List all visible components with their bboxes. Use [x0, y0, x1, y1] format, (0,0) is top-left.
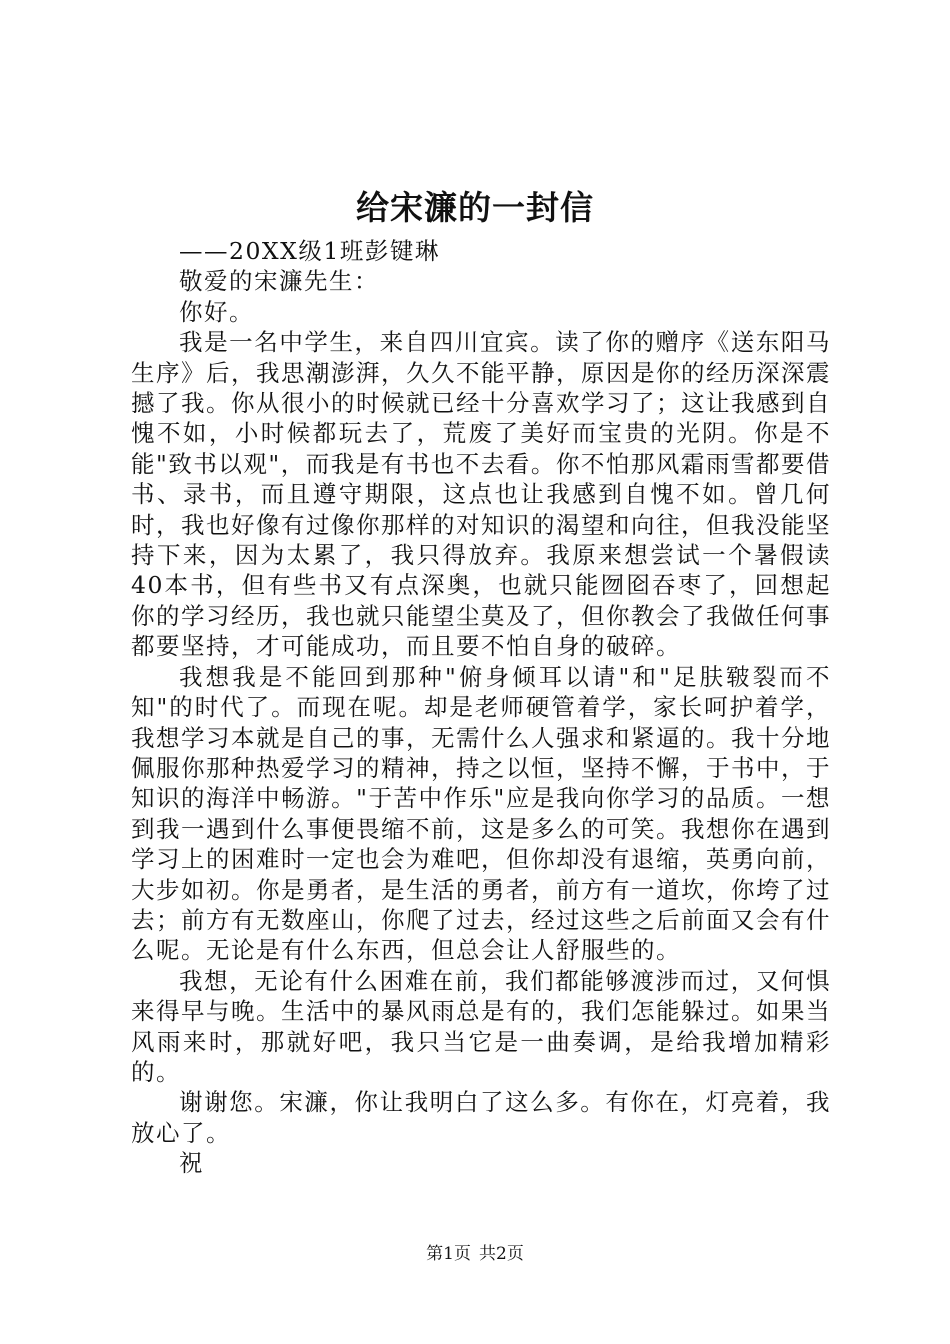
paragraph-4: 谢谢您。宋濂，你让我明白了这么多。有你在，灯亮着，我放心了。 [131, 1088, 831, 1147]
paragraph-1: 我是一名中学生，来自四川宜宾。读了你的赠序《送东阳马生序》后，我思潮澎湃，久久不能平静，原因是你的经历深深震撼了我。你从很小的时候就已经十分喜欢学习了；这让我感到自愧不如，小时候都玩去了，荒废了美好而宝贵的光阴。你是不能"致书以观"，而我是有书也不去看。你不怕那风霜雨雪都要借书、录书，而且遵守期限，这点也让我感到自愧不如。曾几何时，我也好像有过像你那样的对知识的渴望和向往，但我没能坚持下来，因为太累了，我只得放弃。我原来想尝试一个暑假读40本书，但有些书又有点深奥，也就只能囫囵吞枣了，回想起你的学习经历，我也就只能望尘莫及了，但你教会了我做任何事都要坚持，才可能成功，而且要不怕自身的破碎。 [131, 328, 831, 661]
page-footer [0, 1242, 950, 1266]
closing: 祝 [179, 1149, 204, 1178]
letter-body [131, 236, 831, 1179]
page-total: 共2页 [479, 1244, 524, 1264]
document-title: 给宋濂的一封信 [356, 188, 594, 227]
paragraph-2: 我想我是不能回到那种"俯身倾耳以请"和"足肤皲裂而不知"的时代了。而现在呢。却是老师硬管着学，家长呵护着学，我想学习本就是自己的事，无需什么人强求和紧逼的。我十分地佩服你那种热爱学习的精神，持之以恒，坚持不懈，于书中，于知识的海洋中畅游。"于苦中作乐"应是我向你学习的品质。一想到我一遇到什么事便畏缩不前，这是多么的可笑。我想你在遇到学习上的困难时一定也会为难吧，但你却没有退缩，英勇向前，大步如初。你是勇者，是生活的勇者，前方有一道坎，你垮了过去；前方有无数座山，你爬了过去，经过这些之后前面又会有什么呢。无论是有什么东西，但总会让人舒服些的。 [131, 662, 831, 965]
greeting: 你好。 [179, 297, 254, 326]
byline: ——20XX级1班彭键琳 [179, 237, 440, 265]
page-number: 第1页 [426, 1244, 471, 1264]
paragraph-3: 我想，无论有什么困难在前，我们都能够渡涉而过，又何惧来得早与晚。生活中的暴风雨总是有的，我们怎能躲过。如果当风雨来时，那就好吧，我只当它是一曲奏调，是给我增加精彩的。 [131, 966, 831, 1086]
salutation: 敬爱的宋濂先生： [179, 267, 379, 296]
